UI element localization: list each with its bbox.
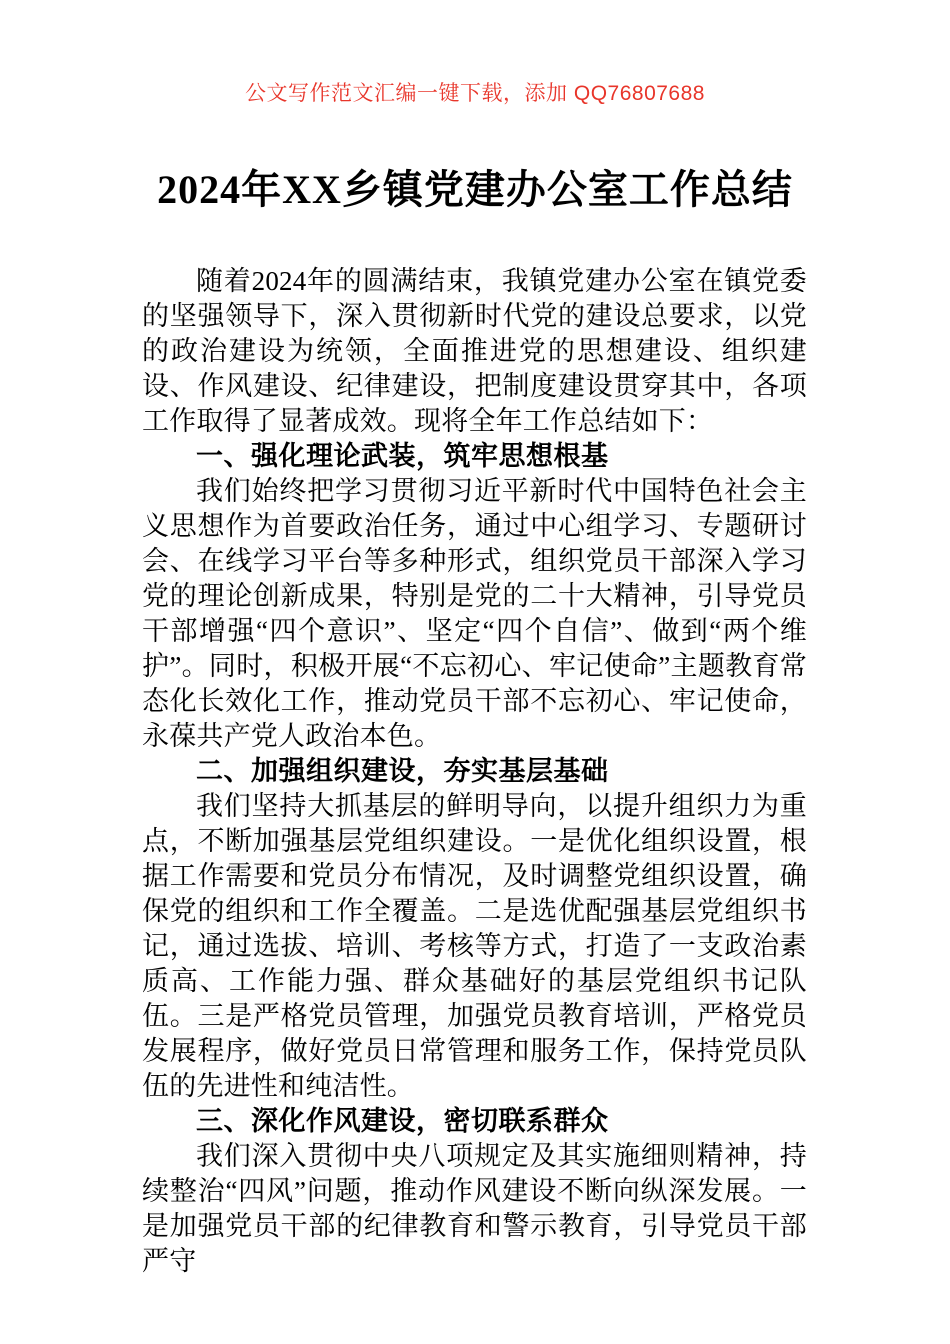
paragraph-section-2: 我们坚持大抓基层的鲜明导向，以提升组织力为重点，不断加强基层党组织建设。一是优化组织设置，根据工作需要和党员分布情况，及时调整党组织设置，确保党的组织和工作全覆盖。二是选优配强基层党组织书记，通过选拔、培训、考核等方式，打造了一支政治素质高、工作能力强、群众基础好的基层党组织书记队伍。三是严格党员管理，加强党员教育培训，严格党员发展程序，做好党员日常管理和服务工作，保持党员队伍的先进性和纯洁性。 <box>142 791 807 1101</box>
section-heading-2: 二、加强组织建设，夯实基层基础 <box>196 756 609 786</box>
paragraph-section-1: 我们始终把学习贯彻习近平新时代中国特色社会主义思想作为首要政治任务，通过中心组学习、专题研讨会、在线学习平台等多种形式，组织党员干部深入学习党的理论创新成果，特别是党的二十大精神，引导党员干部增强“四个意识”、坚定“四个自信”、做到“两个维护”。同时，积极开展“不忘初心、牢记使命”主题教育常态化长效化工作，推动党员干部不忘初心、牢记使命，永葆共产党人政治本色。 <box>142 476 807 751</box>
document-body <box>142 264 807 1279</box>
promo-banner: 公文写作范文汇编一键下载，添加 QQ76807688 <box>245 82 705 105</box>
section-heading-3: 三、深化作风建设，密切联系群众 <box>196 1106 609 1136</box>
paragraph-intro: 随着2024年的圆满结束，我镇党建办公室在镇党委的坚强领导下，深入贯彻新时代党的建设总要求，以党的政治建设为统领，全面推进党的思想建设、组织建设、作风建设、纪律建设，把制度建设贯穿其中，各项工作取得了显著成效。现将全年工作总结如下： <box>142 266 807 436</box>
paragraph-section-3: 我们深入贯彻中央八项规定及其实施细则精神，持续整治“四风”问题，推动作风建设不断向纵深发展。一是加强党员干部的纪律教育和警示教育，引导党员干部严守 <box>142 1141 807 1276</box>
section-heading-1: 一、强化理论武装，筑牢思想根基 <box>196 441 609 471</box>
document-title: 2024年XX乡镇党建办公室工作总结 <box>157 167 793 212</box>
